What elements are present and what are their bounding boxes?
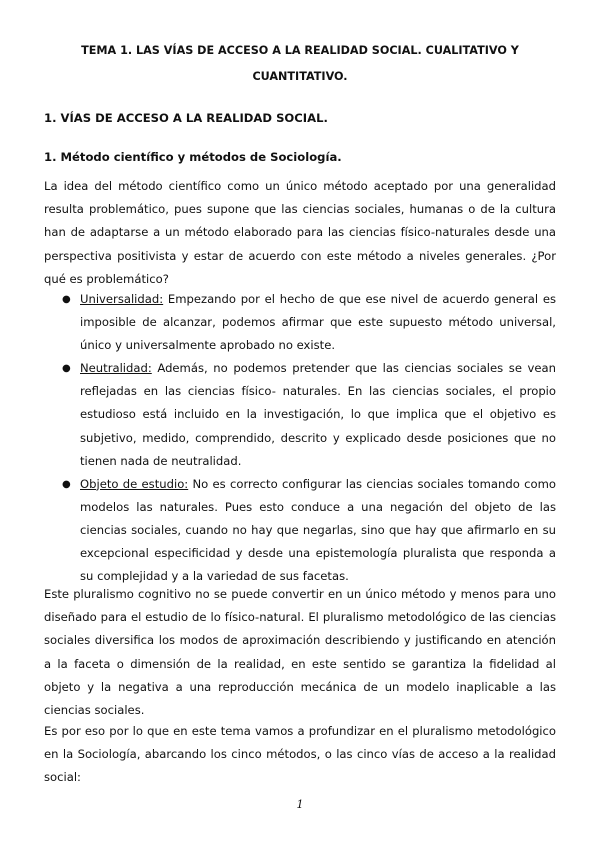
page-number: 1: [296, 798, 304, 811]
title-line-1: TEMA 1. LAS VÍAS DE ACCESO A LA REALIDAD SOCIAL. CUALITATIVO Y: [81, 44, 519, 57]
list-item: [62, 357, 556, 472]
bullet-text: Además, no podemos pretender que las ciencias sociales se vean reflejadas en las ciencias físico- naturales. En las ciencias sociales, el propio estudioso está incluido en la investigación, lo que implica que el objetivo es subjetivo, medido, comprendido, descrito y explicado desde posiciones que no tienen nada de neutralidad.: [80, 361, 556, 468]
section-heading: 1. VÍAS DE ACCESO A LA REALIDAD SOCIAL.: [44, 111, 328, 125]
list-item: [62, 288, 556, 357]
bullet-term: Objeto de estudio:: [80, 476, 189, 491]
pluralism-paragraph: Este pluralismo cognitivo no se puede convertir en un único método y menos para uno diseñado para el estudio de lo físico-natural. El pluralismo metodológico de las ciencias sociales diversifica los modos de aproximación describiendo y justificando en atención a la faceta o dimensión de la realidad, en este sentido se garantiza la fidelidad al objeto y la negativa a una reproducción mecánica de un modelo inaplicable a las ciencias sociales.: [44, 587, 556, 718]
closing-paragraph: Es por eso por lo que en este tema vamos a profundizar en el pluralismo metodológico en la Sociología, abarcando los cinco métodos, o las cinco vías de acceso a la realidad social:: [44, 724, 556, 785]
title-line-2: CUANTITATIVO.: [252, 70, 348, 83]
list-item: [62, 473, 556, 588]
intro-paragraph: La idea del método científico como un único método aceptado por una generalidad resulta problemático, pues supone que las ciencias sociales, humanas o de la cultura han de adaptarse a un método elaborado para las ciencias físico-naturales desde una perspectiva positivista y estar de acuerdo con este método a niveles generales. ¿Por qué es problemático?: [44, 179, 556, 286]
bullet-text: Empezando por el hecho de que ese nivel de acuerdo general es imposible de alcanzar, podemos afirmar que este supuesto método universal, único y universalmente aprobado no existe.: [80, 292, 556, 353]
bullet-term: Neutralidad:: [80, 361, 152, 376]
bullet-icon: ●: [62, 478, 71, 490]
document-title: [44, 38, 556, 90]
subsection-heading: 1. Método científico y métodos de Sociología.: [44, 150, 342, 164]
bullet-icon: ●: [62, 363, 71, 375]
bullet-text: No es correcto configurar las ciencias sociales tomando como modelos las naturales. Pues esto conduce a una negación del objeto de las ciencias sociales, cuando no hay que negarlas, sino que hay que afirmarlo en su excepcional especificidad y desde una epistemología pluralista que responda a su complejidad y a la variedad de sus facetas.: [80, 476, 556, 584]
problems-list: [62, 288, 556, 588]
bullet-term: Universalidad:: [80, 292, 164, 306]
bullet-icon: ●: [62, 294, 71, 305]
